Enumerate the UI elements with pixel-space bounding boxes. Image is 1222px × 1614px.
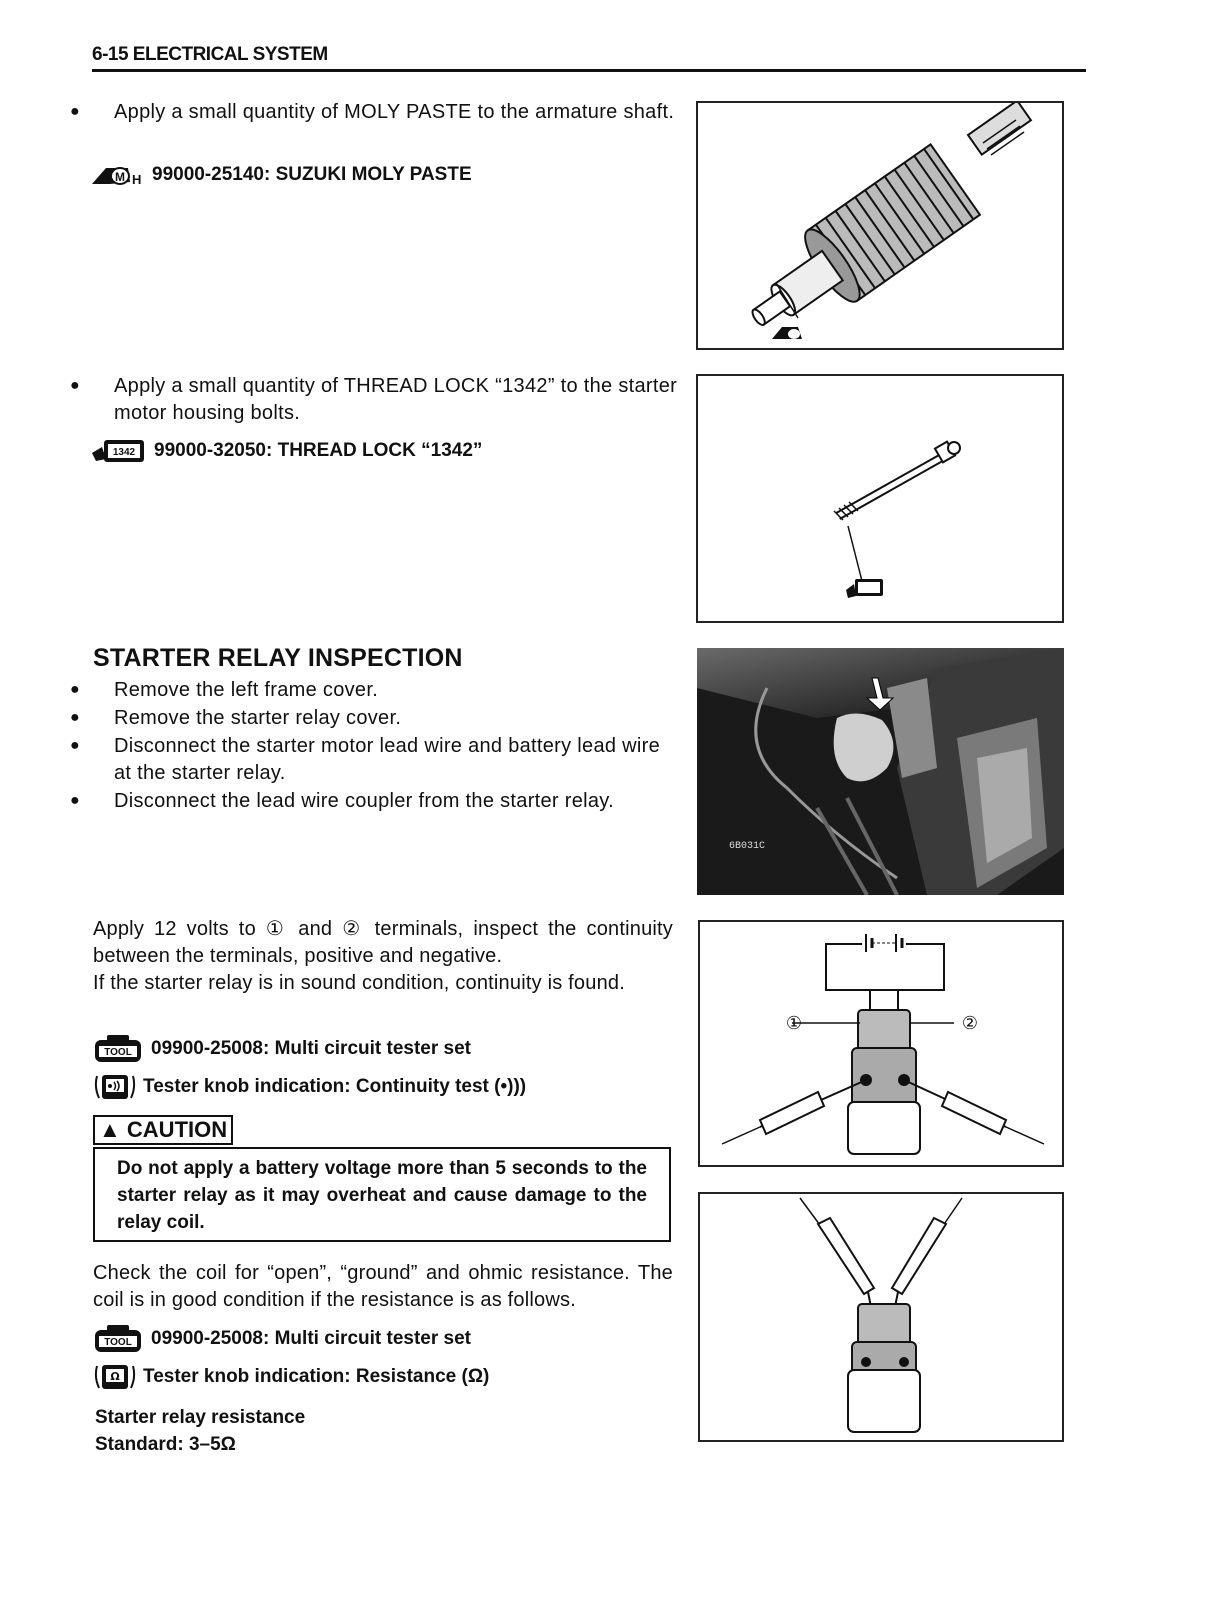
resistance-spec: Starter relay resistance Standard: 3–5Ω bbox=[95, 1407, 306, 1455]
relay-step: ● Disconnect the lead wire coupler from the starter relay. bbox=[70, 790, 614, 812]
threadlock-bullet: ● Apply a small quantity of THREAD LOCK “1342” to the starter motor housing bolts. bbox=[70, 375, 678, 424]
bolt-illustration bbox=[698, 376, 1062, 621]
moly-icon-letter: M bbox=[115, 170, 125, 184]
knob-spec-1: Tester knob indication: Continuity test (•))) bbox=[93, 1072, 526, 1102]
relay-photo-illustration bbox=[697, 648, 1064, 895]
moly-spec: M H 99000-25140: SUZUKI MOLY PASTE bbox=[90, 162, 472, 188]
relay-photo bbox=[697, 648, 1064, 895]
terminal-1-label: ① bbox=[785, 1013, 803, 1034]
knob-spec-2: Ω Tester knob indication: Resistance (Ω) bbox=[93, 1362, 489, 1392]
relay-step: ● Disconnect the starter motor lead wire and battery lead wire at the starter relay. bbox=[70, 735, 661, 784]
bolt-figure bbox=[696, 374, 1064, 623]
relay-resistance-figure bbox=[698, 1192, 1064, 1442]
relay-step: ● Remove the starter relay cover. bbox=[70, 707, 402, 729]
relay-steps-list bbox=[70, 676, 672, 815]
tool-icon-label: TOOL bbox=[104, 1047, 132, 1058]
moly-paste-icon bbox=[90, 162, 146, 188]
header-rule bbox=[92, 69, 1086, 72]
page-header: 6-15 ELECTRICAL SYSTEM bbox=[92, 44, 328, 65]
caution-label: ▲ CAUTION bbox=[93, 1115, 233, 1145]
tool-icon bbox=[93, 1034, 145, 1064]
caution-box: Do not apply a battery voltage more than 5 seconds to the starter relay as it may overheat and cause damage to the relay coil. bbox=[93, 1147, 671, 1242]
svg-text:H: H bbox=[132, 172, 142, 187]
moly-bullet: ● Apply a small quantity of MOLY PASTE to the armature shaft. bbox=[70, 101, 675, 123]
tool-spec-2: TOOL 09900-25008: Multi circuit tester set bbox=[93, 1324, 471, 1354]
photo-code: 6B031C bbox=[729, 841, 766, 852]
tool-spec-1: TOOL 09900-25008: Multi circuit tester set bbox=[93, 1034, 471, 1064]
ohm-icon-symbol: Ω bbox=[110, 1370, 120, 1383]
armature-figure bbox=[696, 101, 1064, 350]
relay-resistance-illustration bbox=[700, 1194, 1062, 1440]
relay-continuity-figure bbox=[698, 920, 1064, 1167]
threadlock-icon-number: 1342 bbox=[112, 447, 136, 458]
thread-lock-icon bbox=[90, 437, 148, 465]
relay-step: ● Remove the left frame cover. bbox=[70, 679, 379, 701]
continuity-paragraph: Apply 12 volts to ① and ② terminals, inspect the continuity between the terminals, positive and negative. If the starter relay is in sound condition, continuity is found. bbox=[93, 918, 673, 994]
armature-illustration bbox=[698, 103, 1062, 348]
relay-continuity-illustration bbox=[700, 922, 1062, 1165]
coil-paragraph: Check the coil for “open”, “ground” and ohmic resistance. The coil is in good condition if the resistance is as follows. bbox=[93, 1262, 673, 1311]
tool-icon bbox=[93, 1324, 145, 1354]
tester-knob-icon bbox=[93, 1362, 137, 1392]
tool-icon-label: TOOL bbox=[104, 1337, 132, 1348]
warning-triangle-icon: ▲ bbox=[99, 1117, 121, 1142]
threadlock-spec: 1342 99000-32050: THREAD LOCK “1342” bbox=[90, 437, 482, 465]
relay-section-title: STARTER RELAY INSPECTION bbox=[93, 644, 463, 672]
terminal-2-label: ② bbox=[961, 1013, 979, 1034]
tester-knob-icon bbox=[93, 1072, 137, 1102]
